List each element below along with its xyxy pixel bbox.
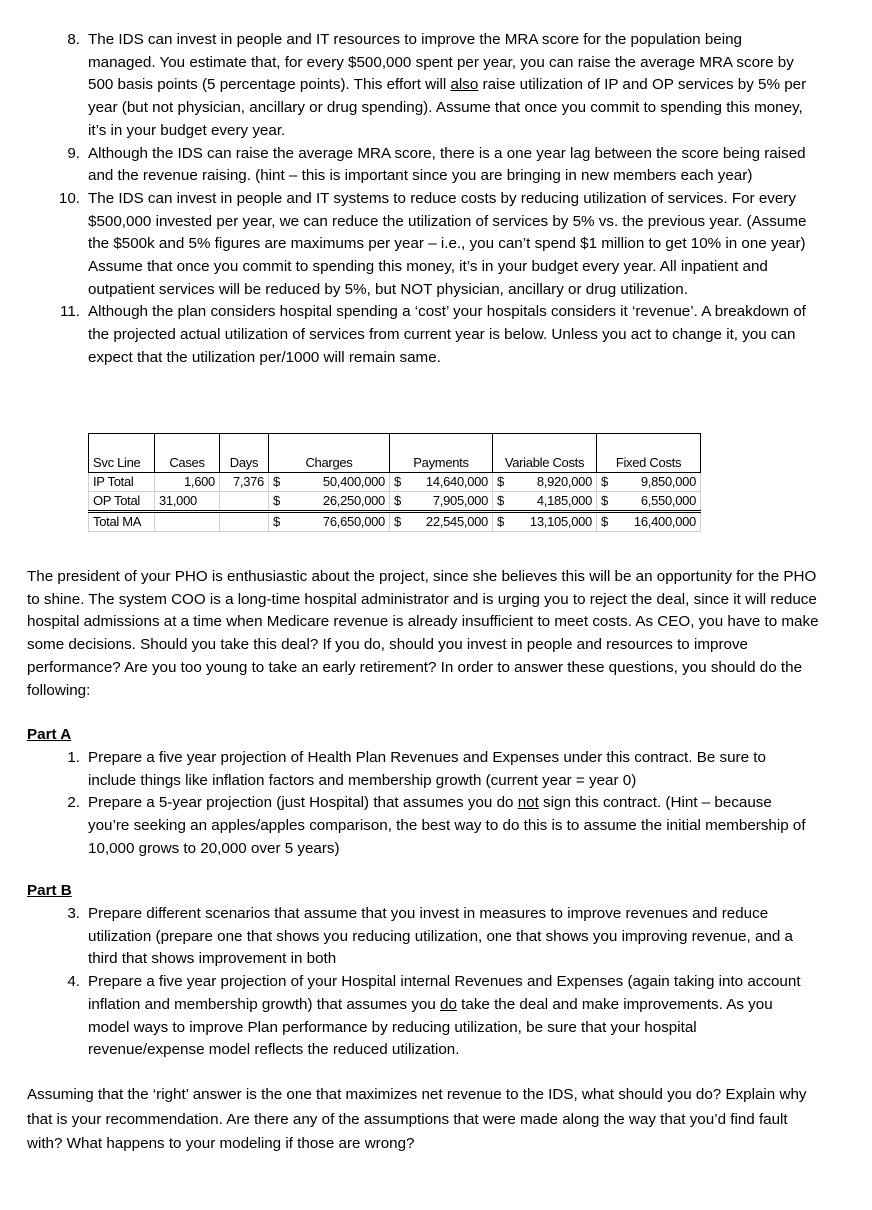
list-item <box>0 301 812 369</box>
table-cell <box>493 512 597 532</box>
item-number: 11. <box>60 303 80 321</box>
cell-value: 76,650,000 <box>322 514 385 529</box>
currency-symbol: $ <box>394 474 401 489</box>
table-cell <box>390 512 493 532</box>
cell-value: 6,550,000 <box>640 493 696 508</box>
table-row <box>89 492 701 512</box>
part-b-list <box>0 903 812 1062</box>
column-header: Cases <box>155 434 220 473</box>
item-number: 2. <box>67 794 80 812</box>
currency-symbol: $ <box>273 493 280 508</box>
list-item <box>0 971 812 1062</box>
table-cell: 7,376 <box>220 473 269 492</box>
column-header: Variable Costs <box>493 434 597 473</box>
column-header: Days <box>220 434 269 473</box>
cell-value: 4,185,000 <box>536 493 592 508</box>
underlined-text: not <box>517 794 539 812</box>
context-paragraph: The president of your PHO is enthusiastic about the project, since she believes this will be an opportunity for the PHO to shine. The system COO is a long-time hospital administrator and is urging you to reject the deal, since it will reduce hospital admissions at a time when Medicare revenue is already insufficient to meet costs. As CEO, you have to make some decisions. Should you take this deal? If you do, should you invest in people and resources to improve performance? Are you too young to take an early retirement? In order to answer these questions, you should do the following: <box>27 568 819 699</box>
item-text: Prepare a 5-year projection (just Hospital) that assumes you do <box>88 794 518 812</box>
item-text: take the deal and make improvements. As you model ways to improve Plan performance by reducing utilization, be sure that your hospital revenue/expense model reflects the reduced utilization. <box>88 995 773 1059</box>
table-cell <box>220 492 269 512</box>
currency-symbol: $ <box>601 514 608 529</box>
table-cell <box>220 512 269 532</box>
column-header: Svc Line <box>89 434 155 473</box>
cell-value: 50,400,000 <box>322 474 385 489</box>
currency-symbol: $ <box>601 474 608 489</box>
column-header: Payments <box>390 434 493 473</box>
list-item <box>0 188 812 302</box>
item-text: Prepare a five year projection of your Hospital internal Revenues and Expenses (again taking into account inflation and membership growth) that assumes you <box>88 973 801 1013</box>
item-number: 4. <box>67 973 80 991</box>
table-cell: IP Total <box>89 473 155 492</box>
utilization-table <box>88 433 701 532</box>
table-cell <box>597 473 701 492</box>
table-cell <box>390 492 493 512</box>
item-number: 8. <box>67 31 80 48</box>
item-text: Although the plan considers hospital spending a ‘cost’ your hospitals considers it ‘revenue’. A breakdown of the projected actual utilization of services from current year is below. Unless you act to change it, you can expect that the utilization per/1000 will remain same. <box>88 303 806 366</box>
table-cell: Total MA <box>89 512 155 532</box>
item-number: 1. <box>67 749 80 766</box>
cell-value: 9,850,000 <box>640 474 696 489</box>
list-item <box>0 143 812 188</box>
currency-symbol: $ <box>601 493 608 508</box>
column-header: Charges <box>269 434 390 473</box>
table-cell <box>597 512 701 532</box>
item-text: raise utilization of IP and OP services by 5% per year (but not physician, ancillary or drug spending). Assume that once you commit to spending this money, it’s in your budget every year. <box>88 76 807 139</box>
underlined-text: do <box>440 995 457 1013</box>
table-row <box>89 473 701 492</box>
table-cell: OP Total <box>89 492 155 512</box>
currency-symbol: $ <box>273 514 280 529</box>
underlined-text: also <box>450 76 479 94</box>
table-cell: 31,000 <box>155 492 220 512</box>
list-item <box>0 747 812 792</box>
table-cell <box>269 492 390 512</box>
item-text: sign this contract. (Hint – because you’re seeking an apples/apples comparison, the best way to do this is to assume the initial membership of 10,000 grows to 20,000 over 5 years) <box>88 794 806 857</box>
item-number: 3. <box>67 905 80 922</box>
cell-value: 22,545,000 <box>425 514 488 529</box>
currency-symbol: $ <box>497 474 504 489</box>
table-cell: 1,600 <box>155 473 220 492</box>
currency-symbol: $ <box>394 493 401 508</box>
item-text: The IDS can invest in people and IT resources to improve the MRA score for the population being managed. You estimate that, for every $500,000 spent per year, you can raise the average MRA score by 500 basis points (5 percentage points). This effort will <box>88 31 794 94</box>
item-text: Although the IDS can raise the average MRA score, there is a one year lag between the score being raised and the revenue raising. (hint – this is important since you are bringing in new members each year) <box>88 144 806 185</box>
cell-value: 14,640,000 <box>425 474 488 489</box>
cell-value: 7,905,000 <box>432 493 488 508</box>
cell-value: 16,400,000 <box>633 514 696 529</box>
list-item <box>0 903 812 971</box>
list-item <box>0 792 812 860</box>
table-cell <box>493 473 597 492</box>
currency-symbol: $ <box>497 493 504 508</box>
cell-value: 26,250,000 <box>322 493 385 508</box>
item-text: Prepare different scenarios that assume that you invest in measures to improve revenues and reduce utilization (prepare one that shows you reducing utilization, one that shows you improving revenue, and a third that shows improvement in both <box>88 905 793 968</box>
assumptions-list <box>0 29 812 370</box>
item-text: Prepare a five year projection of Health Plan Revenues and Expenses under this contract. Be sure to include things like inflation factors and membership growth (current year = year 0) <box>88 749 766 789</box>
cell-value: 13,105,000 <box>529 514 592 529</box>
table-cell <box>390 473 493 492</box>
item-text: The IDS can invest in people and IT systems to reduce costs by reducing utilization of services. For every $500,000 invested per year, we can reduce the utilization of services by 5% vs. the previous year. (Assume the $500k and 5% figures are maximums per year – i.e., you can’t spend $1 million to get 10% in one year) Assume that once you commit to spending this money, it’s in your budget every year. All inpatient and outpatient services will be reduced by 5%, but NOT physician, ancillary or drug utilization. <box>88 189 807 298</box>
table-cell <box>597 492 701 512</box>
currency-symbol: $ <box>394 514 401 529</box>
table-cell <box>269 512 390 532</box>
item-number: 10. <box>58 189 80 207</box>
list-item <box>0 29 812 143</box>
part-a-heading: Part A <box>27 726 72 743</box>
closing-paragraph: Assuming that the ‘right’ answer is the one that maximizes net revenue to the IDS, what should you do? Explain why that is your recommendation. Are there any of the assumptions that were made along the way that you’d find fault with? What happens to your modeling if those are wrong? <box>27 1086 807 1152</box>
column-header: Fixed Costs <box>597 434 701 473</box>
table-row <box>89 512 701 532</box>
cell-value: 8,920,000 <box>536 474 592 489</box>
part-a-list <box>0 747 812 861</box>
currency-symbol: $ <box>497 514 504 529</box>
table-cell <box>269 473 390 492</box>
table-cell <box>493 492 597 512</box>
part-b-heading: Part B <box>27 882 72 899</box>
currency-symbol: $ <box>273 474 280 489</box>
item-number: 9. <box>67 144 80 162</box>
table-cell <box>155 512 220 532</box>
